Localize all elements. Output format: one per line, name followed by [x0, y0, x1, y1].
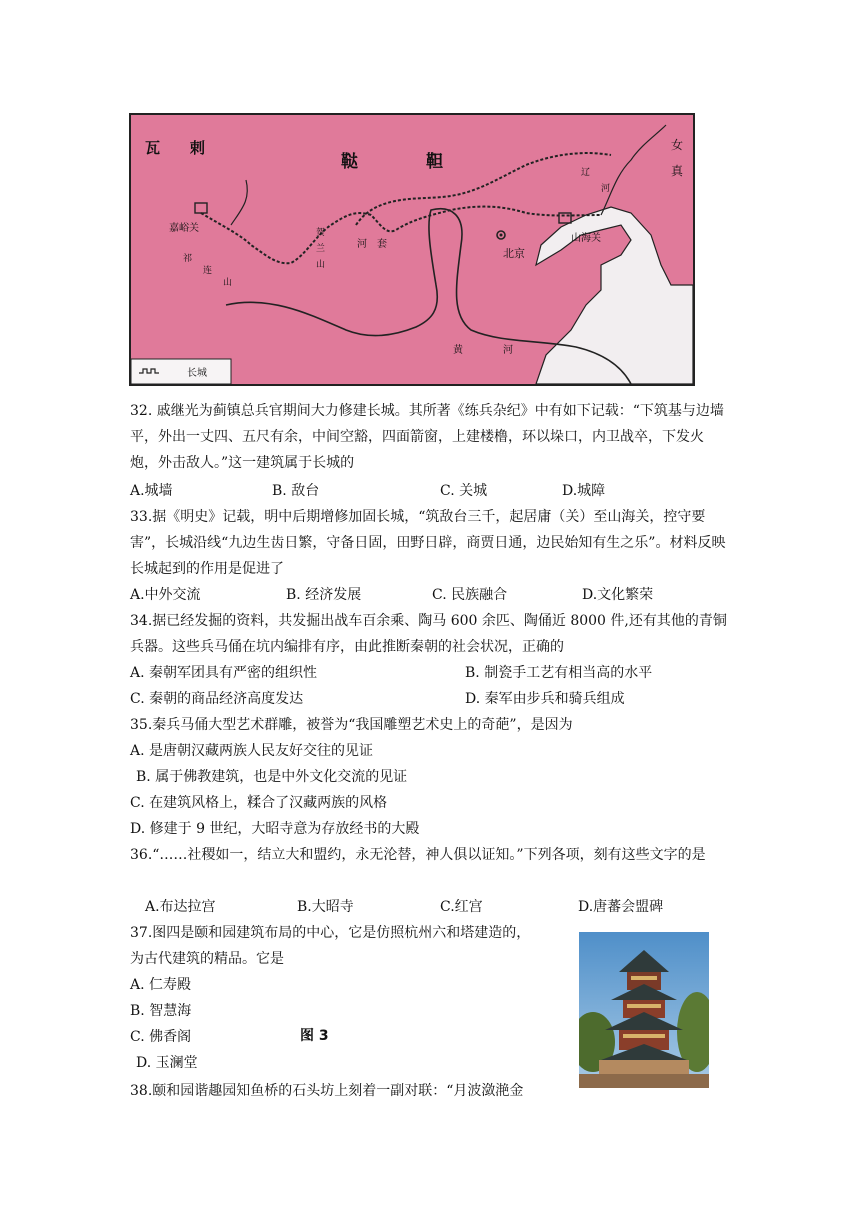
q35-option-c[interactable]: C. 在建筑风格上，糅合了汉藏两族的风格 [130, 795, 388, 811]
label-qilian-1: 祁 [183, 254, 193, 264]
q37-option-d[interactable]: D. 玉澜堂 [136, 1055, 198, 1071]
q36-option-d[interactable]: D.唐蕃会盟碑 [578, 899, 664, 915]
question-38-text: 38.颐和园谐趣园知鱼桥的石头坊上刻着一副对联：“月波潋滟金 [130, 1083, 524, 1099]
question-33-text: 33.据《明史》记载，明中后期增修加固长城，“筑敌台三千，起居庸（关）至山海关，控守要害”，长城沿线“九边生齿日繁，守备日固，田野日辟，商贾日通，边民始知有生之乐”。材料反映长城起到的作用是促进了 [130, 509, 726, 577]
liao-river [601, 125, 666, 215]
q37-option-b[interactable]: B. 智慧海 [130, 1003, 192, 1019]
sea-area [536, 207, 693, 384]
q35-option-b[interactable]: B. 属于佛教建筑，也是中外文化交流的见证 [136, 769, 408, 785]
figure-3-label: 图 3 [300, 1028, 329, 1044]
q37-option-a[interactable]: A. 仁寿殿 [130, 977, 192, 993]
question-37-line2: 为古代建筑的精品。它是 [130, 951, 284, 967]
label-helan-1: 贺 [316, 228, 326, 238]
q35-option-d[interactable]: D. 修建于 9 世纪，大昭寺意为存放经书的大殿 [130, 821, 420, 837]
great-wall-map [129, 113, 695, 386]
label-liao-2: 河 [601, 184, 611, 194]
label-helan-2: 兰 [316, 244, 326, 254]
q34-option-c[interactable]: C. 秦朝的商品经济高度发达 [130, 691, 304, 707]
q32-option-d[interactable]: D.城障 [562, 483, 606, 499]
question-36-text: 36.“……社稷如一，结立大和盟约，永无沦替，神人俱以证知。”下列各项，刻有这些文字的是 [130, 847, 706, 863]
q35-option-a[interactable]: A. 是唐朝汉藏两族人民友好交往的见证 [130, 743, 374, 759]
q32-option-c[interactable]: C. 关城 [440, 483, 488, 499]
foxiang-pavilion-photo [579, 932, 709, 1088]
q32-option-b[interactable]: B. 敌台 [272, 483, 320, 499]
q34-option-a[interactable]: A. 秦朝军团具有严密的组织性 [130, 665, 318, 681]
label-nvzhen-2: 真 [671, 164, 684, 178]
label-dada: 鞑 靼 [341, 152, 443, 172]
label-nvzhen-1: 女 [671, 138, 684, 152]
label-shanhaiguan: 山海关 [571, 233, 601, 244]
label-hetao: 河 套 [357, 239, 387, 250]
q36-option-b[interactable]: B.大昭寺 [297, 899, 354, 915]
question-37-line1: 37.图四是颐和园建筑布局的中心，它是仿照杭州六和塔建造的， [130, 925, 531, 941]
q34-option-b[interactable]: B. 制瓷手工艺有相当高的水平 [465, 665, 653, 681]
question-34-text: 34.据已经发掘的资料，共发掘出战车百余乘、陶马 600 余匹、陶俑近 8000 件,还有其他的青铜兵器。这些兵马俑在坑内编排有序，由此推断秦朝的社会状况，正确的 [130, 613, 727, 655]
label-huanghe: 黄 河 [453, 345, 513, 356]
q33-option-b[interactable]: B. 经济发展 [286, 587, 362, 603]
q37-option-c[interactable]: C. 佛香阁 [130, 1029, 192, 1045]
question-32-text: 32. 戚继光为蓟镇总兵官期间大力修建长城。其所著《练兵杂纪》中有如下记载：“下筑基与边墙平，外出一丈四、五尺有余，中间空豁，四面箭窗，上建楼橹，环以垛口，内卫战卒，下发火炮，外击敌人。”这一建筑属于长城的 [130, 403, 724, 471]
q33-option-a[interactable]: A.中外交流 [130, 587, 201, 603]
north-river [231, 180, 247, 225]
q33-option-c[interactable]: C. 民族融合 [432, 587, 508, 603]
question-35-text: 35.秦兵马俑大型艺术群雕，被誉为“我国雕塑艺术史上的奇葩”，是因为 [130, 717, 573, 733]
label-qilian-3: 山 [223, 278, 233, 288]
map-graphic [131, 115, 693, 384]
jiayuguan-marker [195, 203, 207, 213]
label-wala: 瓦 剌 [145, 139, 206, 157]
label-qilian-2: 连 [203, 266, 213, 276]
legend-box [131, 359, 231, 384]
q36-option-c[interactable]: C.红宫 [440, 899, 483, 915]
label-liao-1: 辽 [581, 168, 591, 178]
label-beijing: 北京 [503, 247, 525, 260]
label-helan-3: 山 [316, 260, 326, 270]
legend-label: 长城 [187, 368, 207, 379]
q34-option-d[interactable]: D. 秦军由步兵和骑兵组成 [465, 691, 625, 707]
label-jiayuguan: 嘉峪关 [169, 223, 199, 234]
q33-option-d[interactable]: D.文化繁荣 [582, 587, 654, 603]
q36-option-a[interactable]: A.布达拉宫 [145, 899, 216, 915]
q32-option-a[interactable]: A.城墙 [130, 483, 173, 499]
